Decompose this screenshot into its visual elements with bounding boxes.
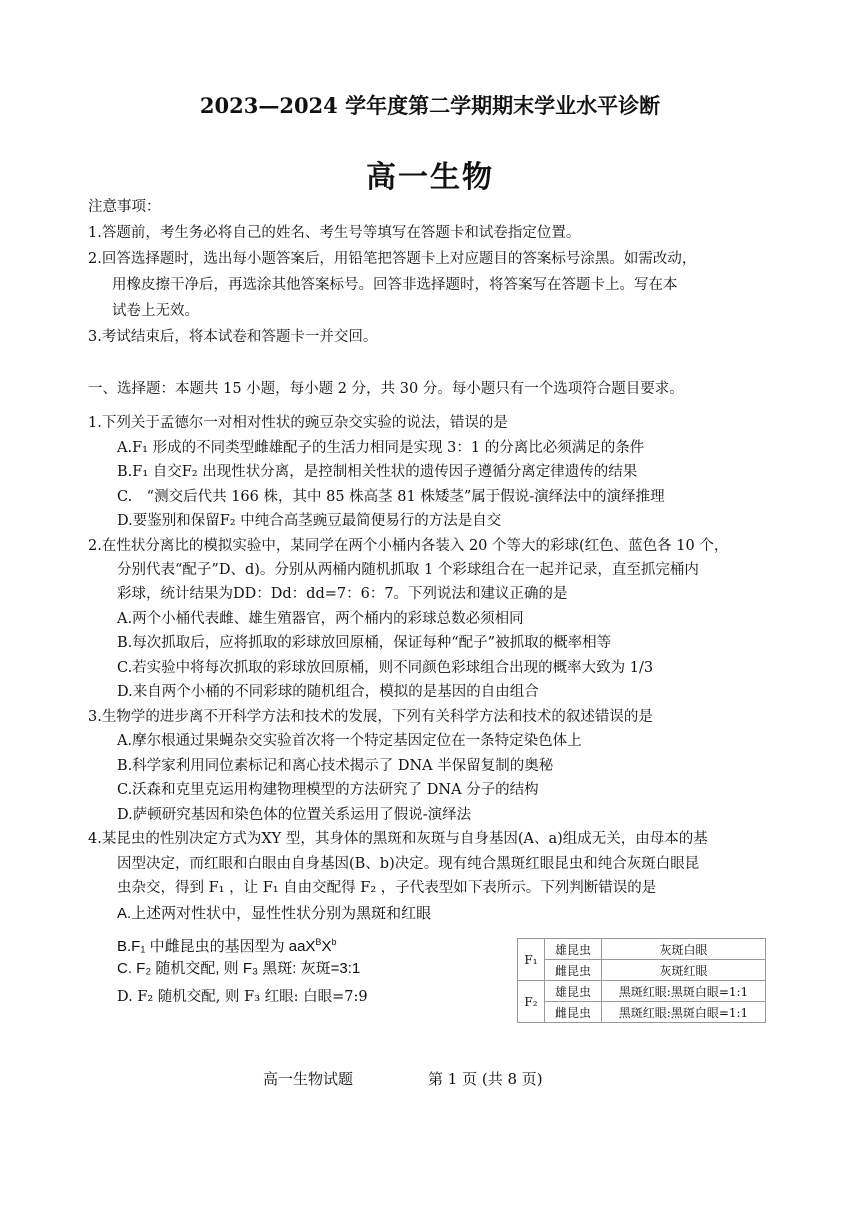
q2-stem-line-1: 2.在性状分离比的模拟实验中，某同学在两个小桶内各装入 20 个等大的彩球(红色、蓝色各 10 个， — [88, 538, 729, 554]
table-row — [518, 939, 766, 960]
phenotype-cell: 灰斑红眼 — [602, 960, 766, 981]
q1-option-a: A.F₁ 形成的不同类型雌雄配子的生活力相同是实现 3：1 的分离比必须满足的条件 — [117, 440, 645, 456]
table-row — [518, 1002, 766, 1023]
generation-cell: F₁ — [518, 939, 545, 981]
footer-subject: 高一生物试题 — [263, 1070, 354, 1088]
q4-option-b-text: B.F₁ 中雌昆虫的基因型为 aaX — [117, 938, 316, 955]
exam-title: 2023—2024 学年度第二学期期末学业水平诊断 — [199, 93, 661, 118]
q4-option-d: D. F₂ 随机交配, 则 F₃ 红眼: 白眼=7:9 — [117, 989, 368, 1005]
q1-option-d: D.要鉴别和保留F₂ 中纯合高茎豌豆最简便易行的方法是自交 — [117, 513, 502, 529]
q4-results-table — [517, 938, 766, 1023]
notice-heading: 注意事项： — [88, 199, 161, 215]
q4-stem-line-2: 因型决定，而红眼和白眼由自身基因(B、b)决定。现有纯合黑斑红眼昆虫和纯合灰斑白眼昆 — [117, 856, 700, 872]
q4-stem-line-1: 4.某昆虫的性别决定方式为XY 型，其身体的黑斑和灰斑与自身基因(A、a)组成无关，由母本的基 — [88, 831, 708, 847]
sex-cell: 雌昆虫 — [545, 1002, 602, 1023]
sex-cell: 雄昆虫 — [545, 981, 602, 1002]
sex-cell: 雌昆虫 — [545, 960, 602, 981]
q4-option-b-x: X — [321, 938, 332, 955]
table-row — [518, 960, 766, 981]
table-row — [518, 981, 766, 1002]
q3-option-a: A.摩尔根通过果蝇杂交实验首次将一个特定基因定位在一条特定染色体上 — [117, 733, 582, 749]
q3-stem: 3.生物学的进步离不开科学方法和技术的发展，下列有关科学方法和技术的叙述错误的是 — [88, 709, 653, 725]
q2-option-c: C.若实验中将每次抓取的彩球放回原桶，则不同颜色彩球组合出现的概率大致为 1/3 — [117, 660, 654, 676]
q1-option-c: C. “测交后代共 166 株，其中 85 株高茎 81 株矮茎”属于假说-演绎法中的演绎推理 — [117, 489, 665, 505]
q3-option-b: B.科学家利用同位素标记和离心技术揭示了 DNA 半保留复制的奥秘 — [117, 758, 554, 774]
q1-stem: 1.下列关于孟德尔一对相对性状的豌豆杂交实验的说法，错误的是 — [88, 415, 508, 431]
q2-option-d: D.来自两个小桶的不同彩球的随机组合，模拟的是基因的自由组合 — [117, 684, 539, 700]
phenotype-cell: 灰斑白眼 — [602, 939, 766, 960]
notice-line-5: 3.考试结束后，将本试卷和答题卡一并交回。 — [88, 329, 378, 345]
phenotype-cell: 黑斑红眼:黑斑白眼=1:1 — [602, 981, 766, 1002]
q4-stem-line-3: 虫杂交，得到 F₁ ，让 F₁ 自由交配得 F₂ ，子代表型如下表所示。下列判断错误的是 — [117, 880, 657, 896]
q4-option-b-sup-2: b — [331, 937, 337, 947]
notice-line-3: 用橡皮擦干净后，再选涂其他答案标号。回答非选择题时，将答案写在答题卡上。写在本 — [112, 277, 678, 293]
phenotype-cell: 黑斑红眼:黑斑白眼=1:1 — [602, 1002, 766, 1023]
notice-line-2: 2.回答选择题时，选出每小题答案后，用铅笔把答题卡上对应题目的答案标号涂黑。如需改动， — [88, 251, 697, 267]
q3-option-d: D.萨顿研究基因和染色体的位置关系运用了假说-演绎法 — [117, 807, 472, 823]
exam-subject-heading: 高一生物 — [366, 160, 494, 195]
q4-option-b-sup-1: B — [315, 937, 322, 947]
q4-option-c: C. F₂ 随机交配, 则 F₃ 黑斑: 灰斑=3:1 — [117, 960, 361, 977]
q1-option-b: B.F₁ 自交F₂ 出现性状分离，是控制相关性状的遗传因子遵循分离定律遗传的结果 — [117, 464, 638, 480]
q2-option-b: B.每次抓取后，应将抓取的彩球放回原桶，保证每种“配子”被抓取的概率相等 — [117, 635, 612, 651]
section-heading: 一、选择题：本题共 15 小题，每小题 2 分，共 30 分。每小题只有一个选项符合题目要求。 — [88, 381, 684, 397]
sex-cell: 雄昆虫 — [545, 939, 602, 960]
q2-option-a: A.两个小桶代表雌、雄生殖器官，两个桶内的彩球总数必须相同 — [117, 611, 524, 627]
q2-stem-line-2: 分别代表“配子”D、d)。分别从两桶内随机抓取 1 个彩球组合在一起并记录，直至抓完桶内 — [117, 562, 699, 578]
q2-stem-line-3: 彩球，统计结果为DD：Dd：dd=7：6：7。下列说法和建议正确的是 — [117, 586, 568, 602]
notice-line-1: 1.答题前，考生务必将自己的姓名、考生号等填写在答题卡和试卷指定位置。 — [88, 225, 581, 241]
generation-cell: F₂ — [518, 981, 545, 1023]
footer-page-number: 第 1 页 (共 8 页) — [428, 1070, 543, 1088]
q4-option-a: A.上述两对性状中，显性性状分别为黑斑和红眼 — [117, 905, 432, 922]
q4-option-b — [117, 933, 336, 956]
q3-option-c: C.沃森和克里克运用构建物理模型的方法研究了 DNA 分子的结构 — [117, 782, 539, 798]
notice-line-4: 试卷上无效。 — [112, 303, 199, 319]
